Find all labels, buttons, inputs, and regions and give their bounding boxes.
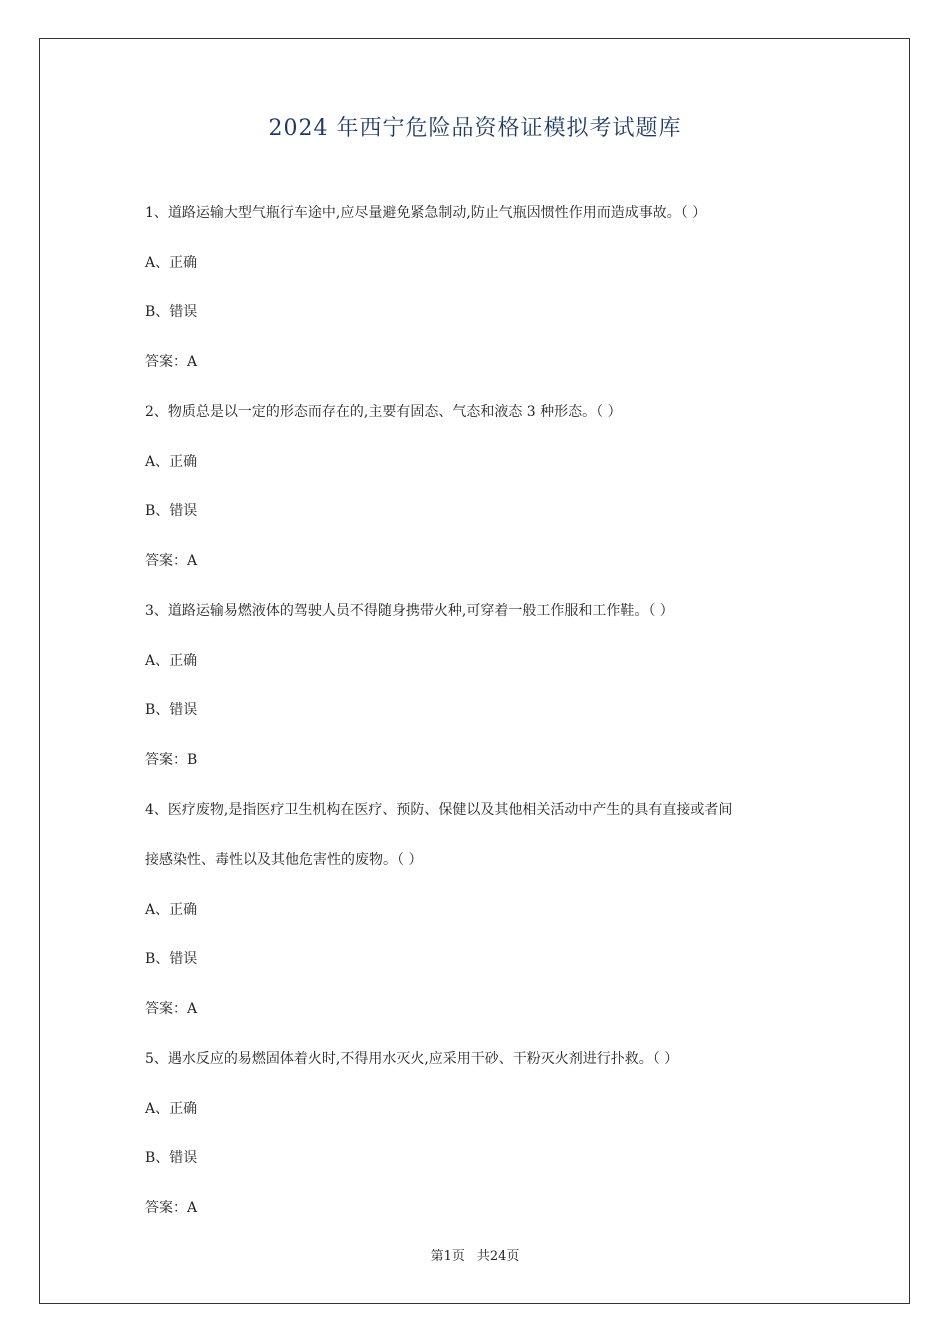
question-2-option-b: B、错误	[145, 503, 198, 519]
question-4-answer: 答案：A	[145, 1001, 198, 1017]
page-number: 第1页	[430, 1249, 465, 1264]
question-4-stem: 4、医疗废物,是指医疗卫生机构在医疗、预防、保健以及其他相关活动中产生的具有直接或者间	[145, 802, 733, 818]
question-3-option-b: B、错误	[145, 702, 198, 718]
question-2-option-a: A、正确	[145, 454, 198, 470]
question-4-option-a: A、正确	[145, 902, 198, 918]
question-1-option-b: B、错误	[145, 304, 198, 320]
question-1-stem: 1、道路运输大型气瓶行车途中,应尽量避免紧急制动,防止气瓶因惯性作用而造成事故。（ ）	[145, 205, 707, 221]
question-5-answer: 答案：A	[145, 1200, 198, 1216]
question-2-answer: 答案：A	[145, 553, 198, 569]
question-3-option-a: A、正确	[145, 653, 198, 669]
question-1-option-a: A、正确	[145, 255, 198, 271]
question-4-option-b: B、错误	[145, 951, 198, 967]
page-total: 共24页	[476, 1249, 520, 1264]
question-2-stem: 2、物质总是以一定的形态而存在的,主要有固态、气态和液态 3 种形态。（ ）	[145, 404, 622, 420]
page-footer	[0, 1248, 950, 1266]
question-1-answer: 答案：A	[145, 354, 198, 370]
question-5-option-b: B、错误	[145, 1150, 198, 1166]
question-5-option-a: A、正确	[145, 1101, 198, 1117]
question-4-stem-continued: 接感染性、毒性以及其他危害性的废物。（ ）	[145, 852, 423, 868]
question-3-answer: 答案：B	[145, 752, 198, 768]
question-3-stem: 3、道路运输易燃液体的驾驶人员不得随身携带火种,可穿着一般工作服和工作鞋。（ ）	[145, 603, 674, 619]
document-title: 2024 年西宁危险品资格证模拟考试题库	[268, 116, 682, 141]
question-5-stem: 5、遇水反应的易燃固体着火时,不得用水灭火,应采用干砂、干粉灭火剂进行扑救。（ ）	[145, 1051, 679, 1067]
